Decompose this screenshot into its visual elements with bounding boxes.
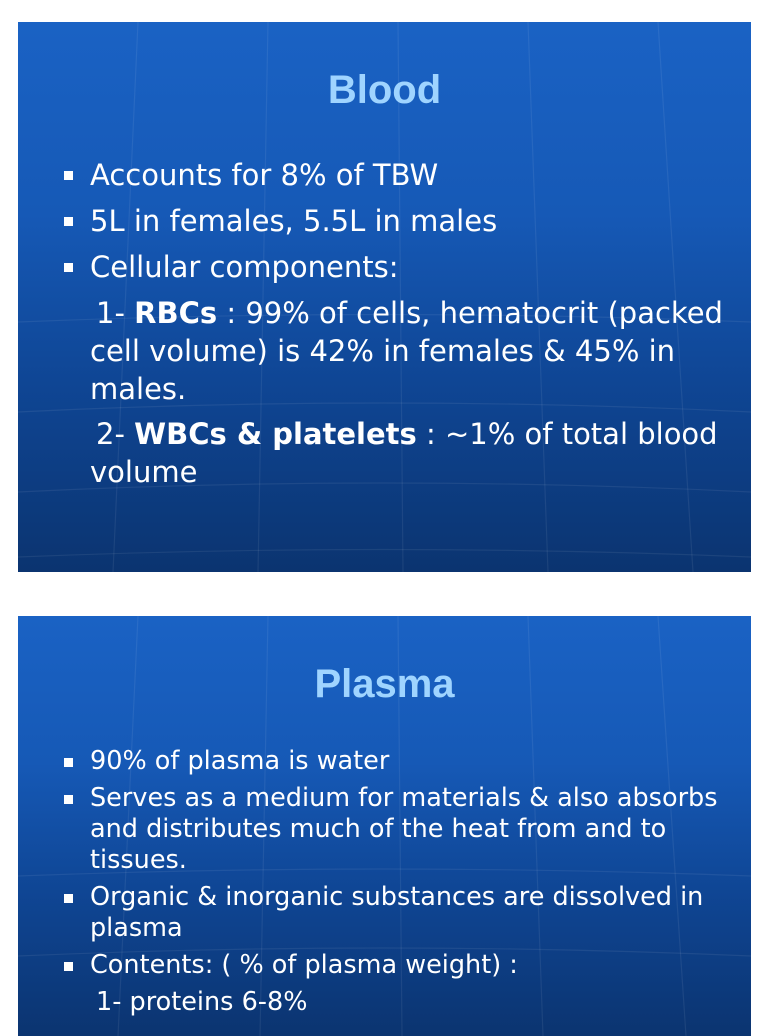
sub-item-number: 2-	[96, 417, 135, 451]
bullet-item	[62, 156, 731, 194]
bullet-list	[62, 746, 731, 1018]
bullet-text: Accounts for 8% of TBW	[90, 158, 439, 192]
sub-item-number: 1-	[96, 296, 135, 330]
square-bullet-icon	[64, 758, 73, 767]
slide-blood	[18, 22, 751, 572]
bullet-text: Contents: ( % of plasma weight) :	[90, 950, 518, 980]
sub-item-term: RBCs	[134, 296, 218, 330]
sub-item-wbcs	[62, 415, 731, 491]
square-bullet-icon	[64, 795, 73, 804]
bullet-text: Serves as a medium for materials & also absorbs and distributes much of the heat from and to tissues.	[90, 783, 718, 875]
bullet-item	[62, 783, 731, 876]
bullet-item	[62, 248, 731, 286]
slide-title: Blood	[327, 68, 442, 112]
bullet-item	[62, 746, 731, 777]
bullet-list	[62, 156, 731, 498]
slide-plasma	[18, 616, 751, 1036]
sub-item-text: : 99% of cells, hematocrit (packed cell volume) is 42% in females & 45% in males.	[90, 296, 723, 406]
square-bullet-icon	[64, 962, 73, 971]
sub-item-text: : ~1% of total blood volume	[90, 417, 718, 489]
bullet-item	[62, 950, 731, 981]
square-bullet-icon	[64, 171, 73, 180]
square-bullet-icon	[64, 217, 73, 226]
sub-item-term: WBCs & platelets	[134, 417, 417, 451]
sub-item-text: 1- proteins 6-8%	[96, 987, 308, 1017]
bullet-item	[62, 202, 731, 240]
bullet-text: 5L in females, 5.5L in males	[90, 204, 498, 238]
slide-title: Plasma	[314, 662, 455, 706]
bullet-text: Cellular components:	[90, 250, 399, 284]
bullet-text: Organic & inorganic substances are dissolved in plasma	[90, 882, 704, 943]
sub-item-rbcs	[62, 294, 731, 408]
sub-item-proteins	[62, 987, 731, 1018]
square-bullet-icon	[64, 263, 73, 272]
square-bullet-icon	[64, 894, 73, 903]
bullet-text: 90% of plasma is water	[90, 746, 390, 776]
bullet-item	[62, 882, 731, 944]
